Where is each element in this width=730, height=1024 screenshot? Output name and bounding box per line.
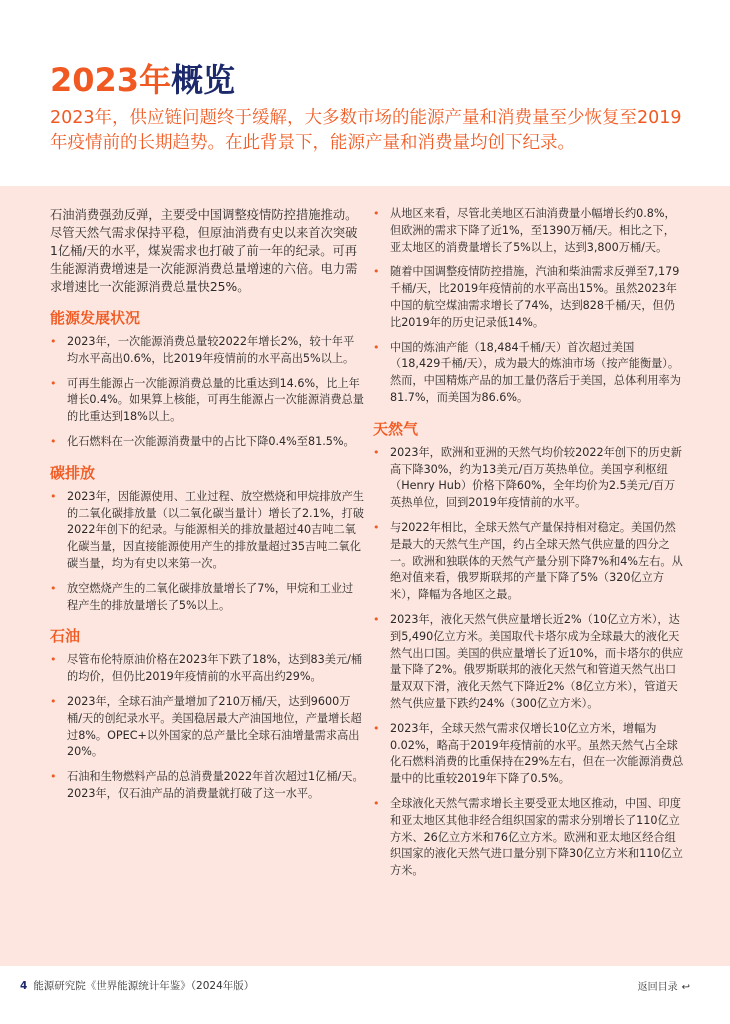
bullet-icon: •	[50, 770, 57, 784]
page-number: 4	[20, 980, 28, 992]
bullet-text: 可再生能源占一次能源消费总量的比重达到14.6%，比上年增长0.4%。如果算上核能，可再生能源占一次能源消费总量的比重达到18%以上。	[67, 376, 364, 424]
bullet-icon: •	[50, 335, 57, 348]
bullet-list-oil-continued	[373, 206, 684, 407]
list-item	[373, 264, 684, 331]
content-panel	[0, 186, 730, 966]
bullet-text: 尽管布伦特原油价格在2023年下跌了18%，达到83美元/桶的均价，但仍比2019年疫情前的水平高出约29%。	[67, 653, 363, 684]
bullet-text: 随着中国调整疫情防控措施，汽油和柴油需求反弹至7,179千桶/天，比2019年疫情前的水平高出15%。虽然2023年中国的航空煤油需求增长了74%，达到828千桶/天，但仍比2019年的历史记录低14%。	[390, 265, 680, 329]
section-heading-oil: 石油	[50, 627, 81, 646]
left-column	[50, 206, 364, 811]
bullet-text: 从地区来看，尽管北美地区石油消费量小幅增长约0.8%，但欧洲的需求下降了近1%，至1390万桶/天。相比之下，亚太地区的消费量增长了5%以上，达到3,800万桶/天。	[390, 207, 676, 254]
list-item	[50, 581, 364, 615]
intro-paragraph: 石油消费强劲反弹，主要受中国调整疫情防控措施推动。尽管天然气需求保持平稳，但原油消费有史以来首次突破1亿桶/天的水平，煤炭需求也打破了前一年的纪录。可再生能源消费增速是一次能源消费总量增速的六倍。电力需求增速比一次能源消费总量快25%。	[50, 208, 358, 294]
bullet-icon: •	[50, 694, 57, 708]
bullet-list-energy-development	[50, 334, 364, 451]
bullet-text: 放空燃烧产生的二氧化碳排放量增长了7%，甲烷和工业过程产生的排放量增长了5%以上。	[67, 581, 354, 612]
list-item	[373, 520, 684, 604]
publication-title: 能源研究院《世界能源统计年鉴》（2024年版）	[33, 980, 255, 992]
page-header	[0, 0, 730, 186]
list-item	[50, 694, 364, 761]
bullet-text: 2023年，全球石油产量增加了210万桶/天，达到9600万桶/天的创纪录水平。美国稳居最大产油国地位，产量增长超过8%。OPEC+以外国家的总产量比全球石油增量需求高出20%。	[67, 694, 362, 759]
bullet-icon: •	[50, 581, 57, 595]
list-item	[373, 721, 684, 788]
list-item	[373, 445, 684, 512]
list-item	[373, 796, 684, 880]
list-item	[50, 489, 364, 573]
page-title	[50, 60, 235, 100]
bullet-text: 全球液化天然气需求增长主要受亚太地区推动，中国、印度和亚太地区其他非经合组织国家的需求分别增长了110亿立方米、26亿立方米和76亿立方米。欧洲和亚太地区经合组织国家的液化天然气进口量分别下降30亿立方米和110亿立方米。	[390, 796, 683, 878]
bullet-icon: •	[373, 445, 380, 459]
bullet-icon: •	[50, 434, 57, 448]
footer-publication	[20, 978, 254, 993]
title-overview: 概览	[171, 61, 236, 99]
list-item	[50, 376, 364, 426]
list-item	[50, 334, 364, 368]
section-heading-carbon-emissions: 碳排放	[50, 463, 96, 482]
bullet-icon: •	[373, 265, 380, 279]
bullet-icon: •	[373, 721, 380, 735]
bullet-text: 化石燃料在一次能源消费量中的占比下降0.4%至81.5%。	[67, 434, 355, 448]
return-arrow-icon: ↩	[681, 982, 690, 993]
bullet-icon: •	[373, 796, 380, 810]
bullet-text: 2023年，欧洲和亚洲的天然气均价较2022年创下的历史新高下降30%，约为13美元/百万英热单位。美国亨利枢纽（Henry Hub）价格下降60%，全年均价为2.5美元/百万英热单位，回到2019年疫情前的水平。	[390, 445, 682, 510]
right-column	[373, 206, 684, 888]
bullet-text: 2023年，全球天然气需求仅增长10亿立方米，增幅为0.02%，略高于2019年疫情前的水平。虽然天然气占全球化石燃料消费的比重保持在29%左右，但在一次能源消费总量中的比重较2019年下降了0.5%。	[390, 721, 684, 786]
bullet-text: 中国的炼油产能（18,484千桶/天）首次超过美国（18,429千桶/天），成为最大的炼油市场（按产能衡量）。然而，中国精炼产品的加工量仍落后于美国，总体利用率为81.7%，而美国为86.6%。	[390, 340, 681, 404]
bullet-text: 2023年，一次能源消费总量较2022年增长2%，较十年平均水平高出0.6%，比2019年疫情前的水平高出5%以上。	[67, 335, 355, 365]
list-item	[373, 340, 684, 407]
bullet-icon: •	[373, 340, 380, 354]
intro-statement: 2023年，供应链问题终于缓解，大多数市场的能源产量和消费量至少恢复至2019年疫情前的长期趋势。在此背景下，能源产量和消费量均创下纪录。	[50, 108, 682, 153]
bullet-list-carbon-emissions	[50, 489, 364, 615]
bullet-text: 与2022年相比，全球天然气产量保持相对稳定。美国仍然是最大的天然气生产国，约占全球天然气供应量的四分之一。欧洲和独联体的天然气产量分别下降7%和4%左右。从绝对值来看，俄罗斯联邦的产量下降了5%（320亿立方米），降幅为各地区之最。	[390, 520, 683, 602]
list-item	[373, 612, 684, 713]
bullet-icon: •	[50, 653, 57, 667]
bullet-text: 2023年，因能源使用、工业过程、放空燃烧和甲烷排放产生的二氧化碳排放量（以二氧化碳当量计）增长了2.1%，打破2022年创下的纪录。与能源相关的排放量超过40吉吨二氧化碳当量，因直接能源使用产生的排放量超过35吉吨二氧化碳当量，均为有史以来第一次。	[67, 489, 364, 570]
bullet-text: 石油和生物燃料产品的总消费量2022年首次超过1亿桶/天。2023年，仅石油产品的消费量就打破了这一水平。	[67, 770, 364, 800]
bullet-text: 2023年，液化天然气供应量增长近2%（10亿立方米），达到5,490亿立方米。美国取代卡塔尔成为全球最大的液化天然气出口国。美国的供应量增长了近10%，而卡塔尔的供应量下降了2%。俄罗斯联邦的液化天然气和管道天然气出口量双双下滑，液化天然气下降近2%（8亿立方米），管道天然气供应量下跌约24%（300亿立方米）。	[390, 612, 684, 710]
bullet-icon: •	[50, 489, 57, 503]
section-heading-natural-gas: 天然气	[373, 419, 419, 438]
back-to-toc-link[interactable]	[638, 978, 690, 993]
page-footer	[0, 966, 730, 1024]
list-item	[50, 769, 364, 803]
back-to-toc-label: 返回目录	[637, 982, 678, 993]
bullet-icon: •	[373, 612, 380, 626]
bullet-list-natural-gas	[373, 445, 684, 880]
list-item	[50, 434, 364, 451]
title-year: 2023年	[50, 61, 172, 99]
bullet-list-oil	[50, 652, 364, 802]
bullet-icon: •	[373, 207, 380, 220]
list-item	[50, 652, 364, 686]
list-item	[373, 206, 684, 256]
section-heading-energy-development: 能源发展状况	[50, 309, 141, 327]
bullet-icon: •	[373, 520, 380, 534]
bullet-icon: •	[50, 376, 57, 390]
